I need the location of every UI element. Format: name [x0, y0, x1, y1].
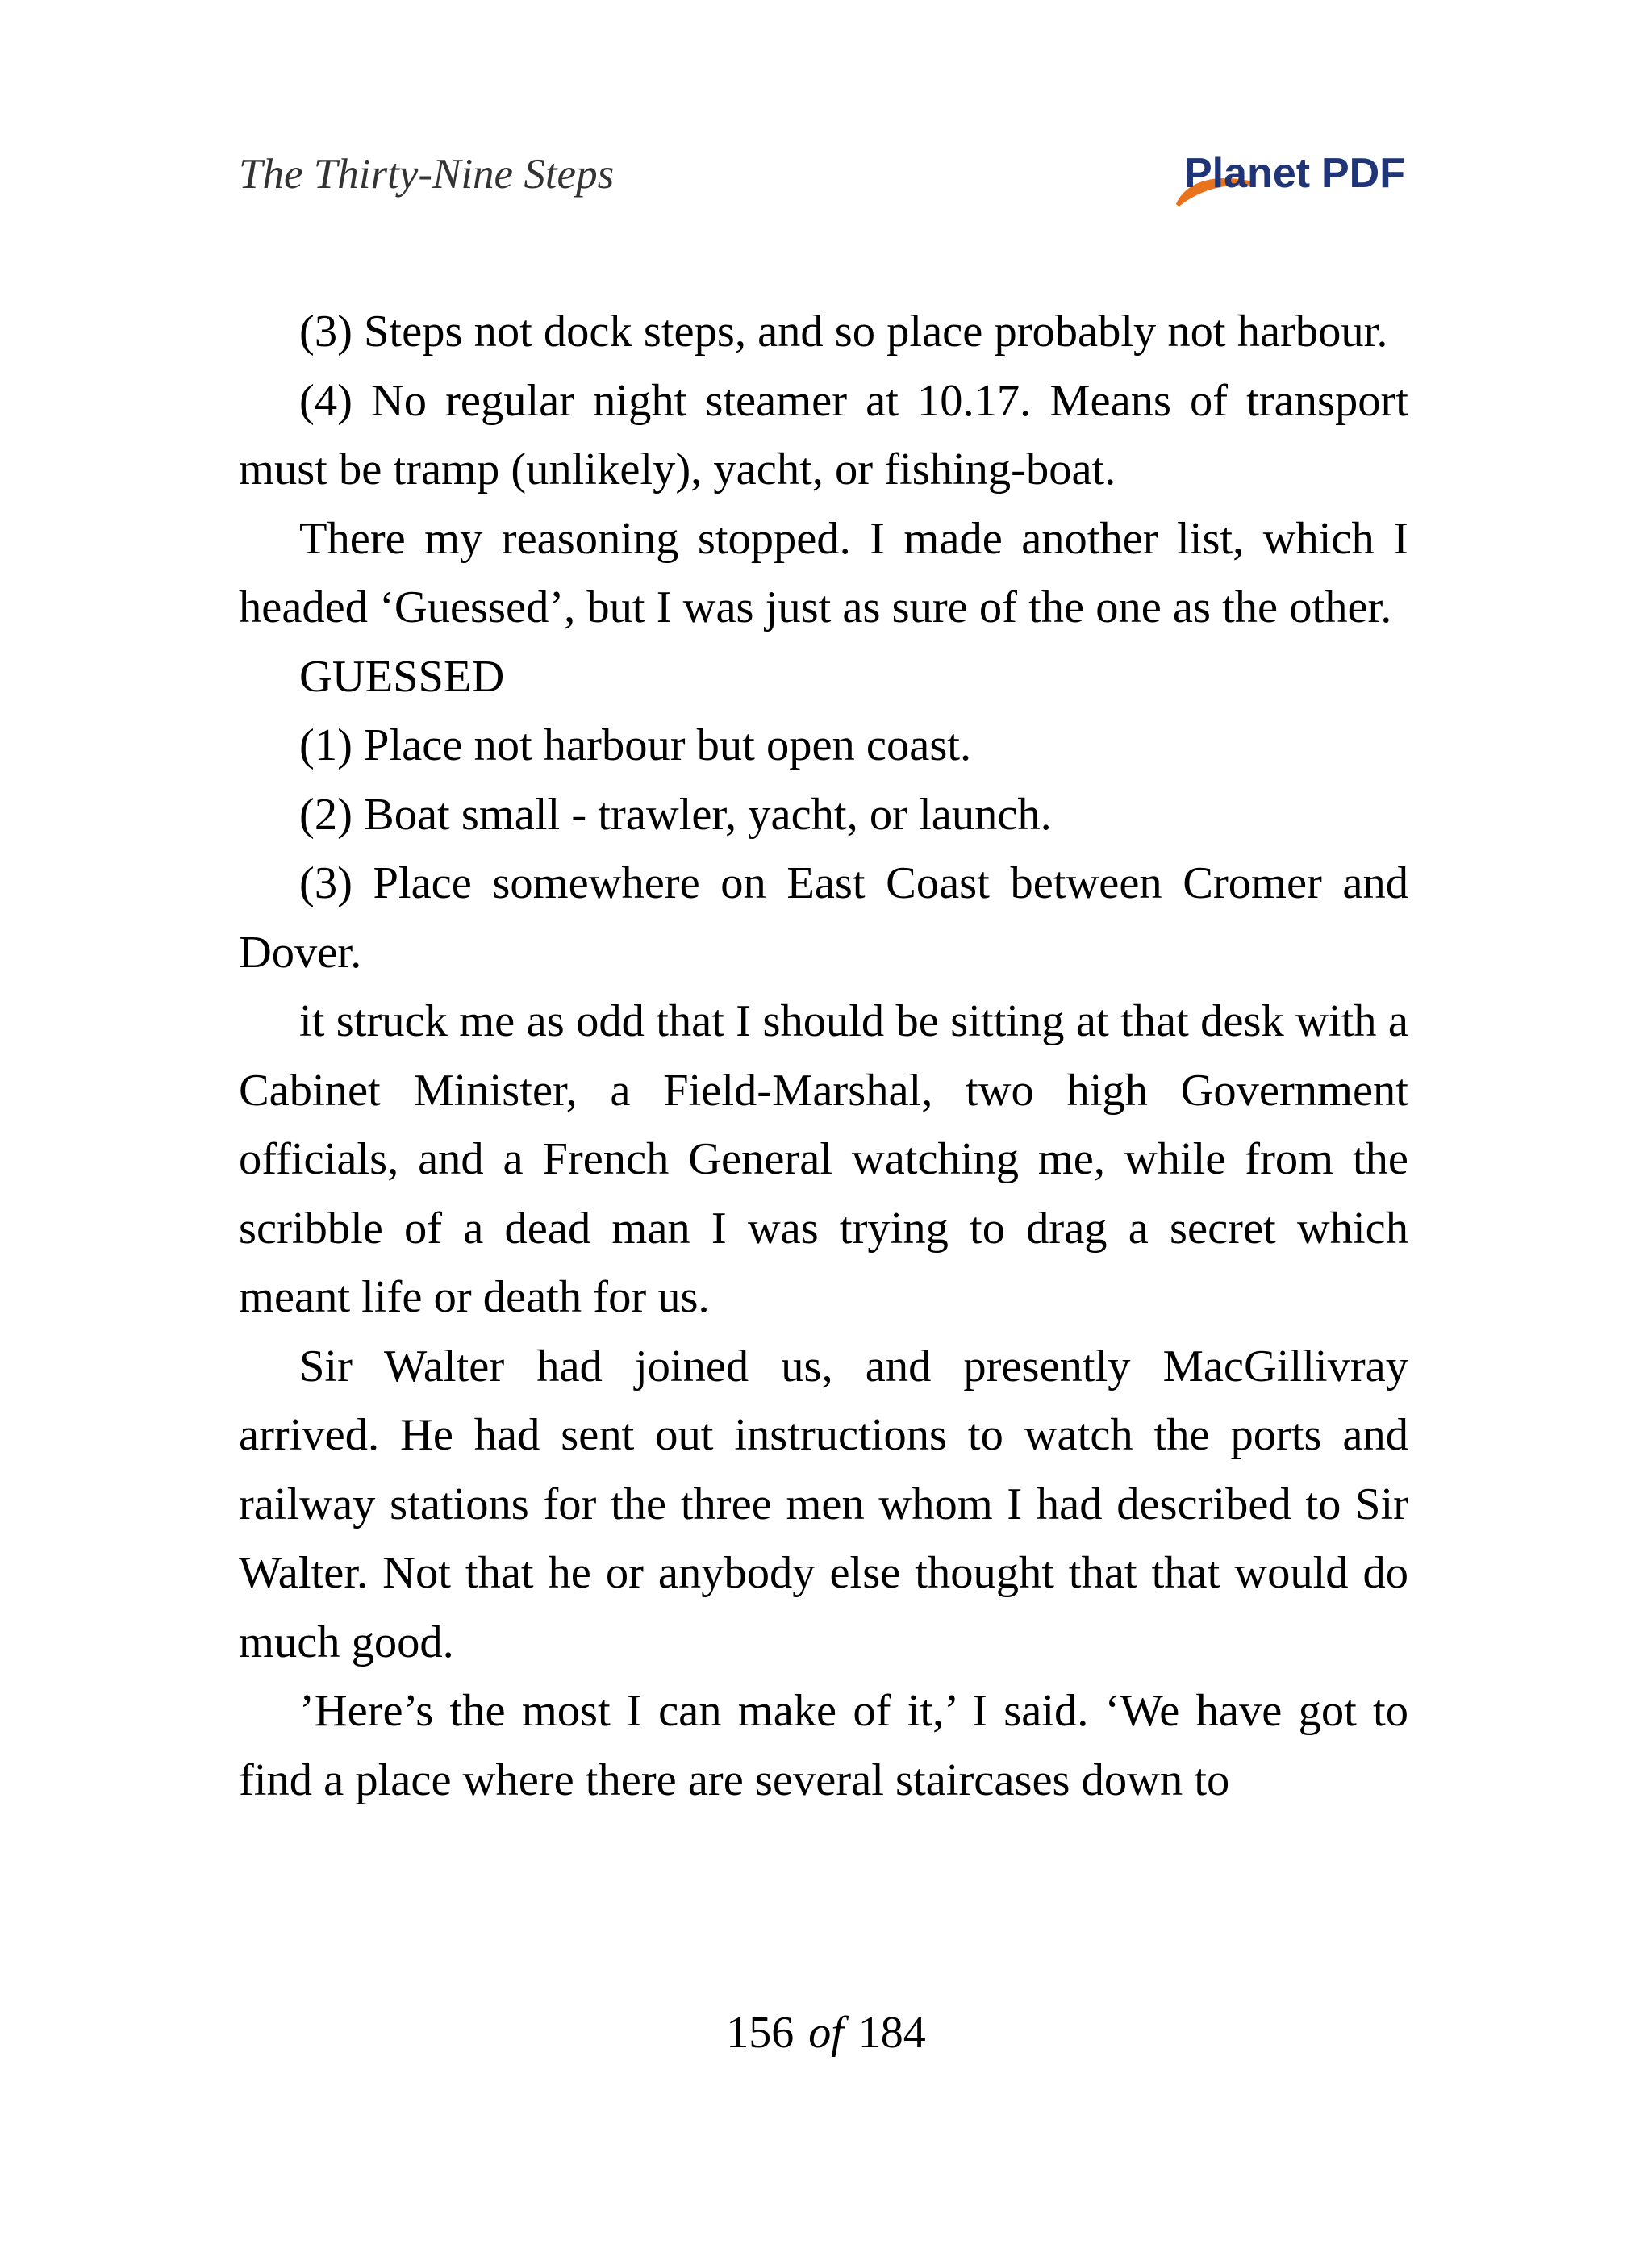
page-number: [0, 2007, 1652, 2059]
logo-word-planet: Planet: [1184, 150, 1311, 197]
paragraph: (4) No regular night steamer at 10.17. Means of transport must be tramp (unlikely), yacht, or fishing-boat.: [239, 375, 1408, 494]
paragraph: ’Here’s the most I can make of it,’ I said. ‘We have got to find a place where there are several staircases down to: [239, 1686, 1408, 1805]
paragraph: it struck me as odd that I should be sitting at that desk with a Cabinet Minister, a Field-Marshal, two high Government officials, and a French General watching me, while from the scribble of a dead man I was trying to drag a secret which meant life or death for us.: [239, 996, 1408, 1322]
paragraph: GUESSED: [299, 651, 505, 702]
book-title: The Thirty-Nine Steps: [239, 151, 615, 198]
planet-pdf-logo: [1166, 145, 1408, 210]
body-text: [239, 298, 1408, 1815]
paragraph: (2) Boat small - trawler, yacht, or launch.: [299, 789, 1052, 840]
current-page-number: 156: [726, 2008, 795, 2058]
logo-word-pdf: PDF: [1321, 150, 1405, 197]
page-of-word: of: [808, 2008, 844, 2058]
page-header: [239, 145, 1408, 218]
paragraph: (3) Steps not dock steps, and so place probably not harbour.: [299, 307, 1388, 357]
paragraph: There my reasoning stopped. I made another list, which I headed ‘Guessed’, but I was just as sure of the one as the other.: [239, 513, 1408, 632]
total-pages-number: 184: [857, 2008, 926, 2058]
paragraph: Sir Walter had joined us, and presently MacGillivray arrived. He had sent out instructions to watch the ports and railway stations for the three men whom I had described to Sir Walter. Not that he or anybody else thought that that would do much good.: [239, 1341, 1408, 1667]
planet-pdf-logo-graphic: [1166, 145, 1408, 210]
paragraph: (1) Place not harbour but open coast.: [299, 720, 972, 770]
paragraph: (3) Place somewhere on East Coast between Cromer and Dover.: [239, 858, 1408, 978]
